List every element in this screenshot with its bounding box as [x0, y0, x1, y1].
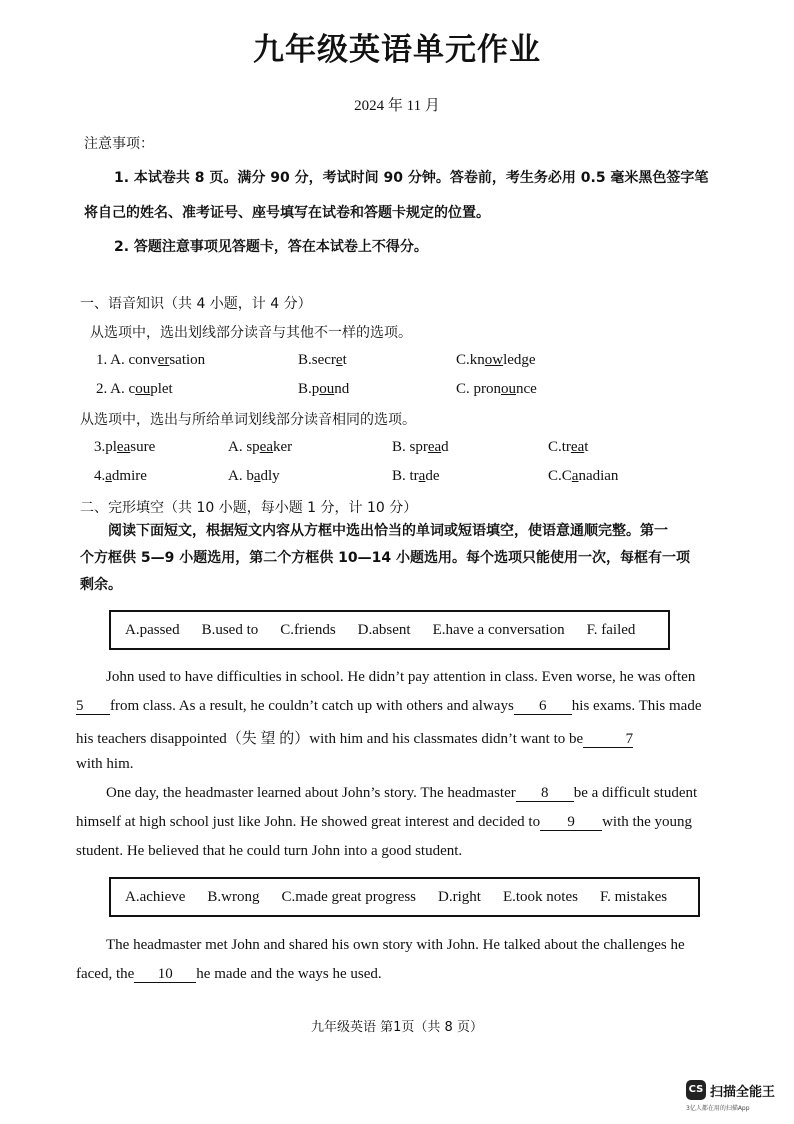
watermark-subtitle: 3亿人都在用的扫描App — [686, 1105, 750, 1112]
question-2-option-b: B.pound — [298, 381, 350, 397]
section1-heading: 一、语音知识（共 4 小题，计 4 分） — [80, 296, 312, 312]
word-box-2-option: F. mistakes — [599, 888, 668, 905]
question-4-option-c: C.Canadian — [548, 468, 619, 484]
section2-instruction-line-2: 个方框供 5—9 小题选用，第二个方框供 10—14 小题选用。每个选项只能使用一次，每框有一项 — [80, 550, 690, 566]
passage-p1-line-1: John used to have difficulties in school. He didn’t pay attention in class. Even worse, he was often — [106, 669, 696, 685]
camscanner-logo-icon: CS — [686, 1080, 706, 1100]
question-1-option-a: 1. A. conversation — [96, 352, 206, 368]
scanner-watermark — [686, 1080, 782, 1114]
question-3-stem: 3.pleasure — [94, 439, 156, 455]
notice-heading: 注意事项： — [84, 136, 154, 152]
question-3-option-b: B. spread — [392, 439, 449, 455]
question-1-option-b: B.secret — [298, 352, 347, 368]
word-box-2-option: E.took notes — [502, 888, 578, 905]
section2-instruction-line-3: 剩余。 — [80, 577, 122, 593]
question-3-option-c: C.treat — [548, 439, 589, 455]
passage-p1-line-4: with him. — [76, 756, 134, 772]
word-box-1-option: D.absent — [357, 621, 411, 638]
passage-p2-line-1: One day, the headmaster learned about John’s story. The headmaster 8 be a difficult student — [106, 785, 698, 801]
notice-line-3: 2. 答题注意事项见答题卡，答在本试卷上不得分。 — [114, 239, 428, 255]
passage-p2-line-3: student. He believed that he could turn John into a good student. — [76, 843, 463, 859]
word-box-2-option: C.made great progress — [281, 888, 417, 905]
section1-instruction-1: 从选项中，选出划线部分读音与其他不一样的选项。 — [90, 325, 412, 341]
passage-p3-line-1: The headmaster met John and shared his own story with John. He talked about the challenges he — [106, 937, 685, 953]
blank-10[interactable]: 10 — [134, 966, 196, 983]
word-box-2-option: B.wrong — [207, 888, 260, 905]
document-title: 九年级英语单元作业 — [253, 32, 541, 68]
section2-heading: 二、完形填空（共 10 小题，每小题 1 分，计 10 分） — [80, 500, 418, 516]
passage-p1-line-3: his teachers disappointed（失 望 的）with him and his classmates didn’t want to be 7 — [76, 731, 634, 747]
page-footer: 九年级英语 第1页（共 8 页） — [311, 1020, 483, 1035]
question-2-option-c: C. pronounce — [456, 381, 537, 397]
word-box-1-option: B.used to — [201, 621, 259, 638]
word-box-1-option: E.have a conversation — [432, 621, 565, 638]
blank-7[interactable]: 7 — [583, 731, 633, 748]
question-1-option-c: C.knowledge — [456, 352, 536, 368]
passage-p3-line-2: faced, the 10 he made and the ways he used. — [76, 966, 382, 982]
word-box-1 — [109, 610, 670, 650]
notice-line-2: 将自己的姓名、准考证号、座号填写在试卷和答题卡规定的位置。 — [84, 205, 490, 221]
blank-8[interactable]: 8 — [516, 785, 574, 802]
notice-line-1: 1. 本试卷共 8 页。满分 90 分，考试时间 90 分钟。答卷前，考生务必用 0.5 毫米黑色签字笔 — [114, 170, 709, 186]
passage-p2-line-2: himself at high school just like John. He showed great interest and decided to 9 with the young — [76, 814, 693, 830]
word-box-1-option: F. failed — [586, 621, 636, 638]
passage-p1-line-2: 5 from class. As a result, he couldn’t catch up with others and always 6 his exams. This made — [76, 698, 702, 714]
question-4-stem: 4.admire — [94, 468, 147, 484]
blank-5[interactable]: 5 — [76, 698, 110, 715]
word-box-1-option: C.friends — [280, 621, 336, 638]
question-4-option-a: A. badly — [228, 468, 280, 484]
question-3-option-a: A. speaker — [228, 439, 293, 455]
section1-instruction-2: 从选项中，选出与所给单词划线部分读音相同的选项。 — [80, 412, 416, 428]
question-2-option-a: 2. A. couplet — [96, 381, 173, 397]
word-box-2-option: D.right — [438, 888, 481, 905]
word-box-2 — [109, 877, 700, 917]
question-4-option-b: B. trade — [392, 468, 440, 484]
blank-9[interactable]: 9 — [540, 814, 602, 831]
document-date: 2024 年 11 月 — [354, 98, 440, 114]
section2-instruction-line-1: 阅读下面短文，根据短文内容从方框中选出恰当的单词或短语填空，使语意通顺完整。第一 — [108, 523, 668, 539]
watermark-name: 扫描全能王 — [710, 1085, 776, 1100]
blank-6[interactable]: 6 — [514, 698, 572, 715]
word-box-2-option: A.achieve — [125, 888, 186, 905]
word-box-1-option: A.passed — [125, 621, 180, 638]
